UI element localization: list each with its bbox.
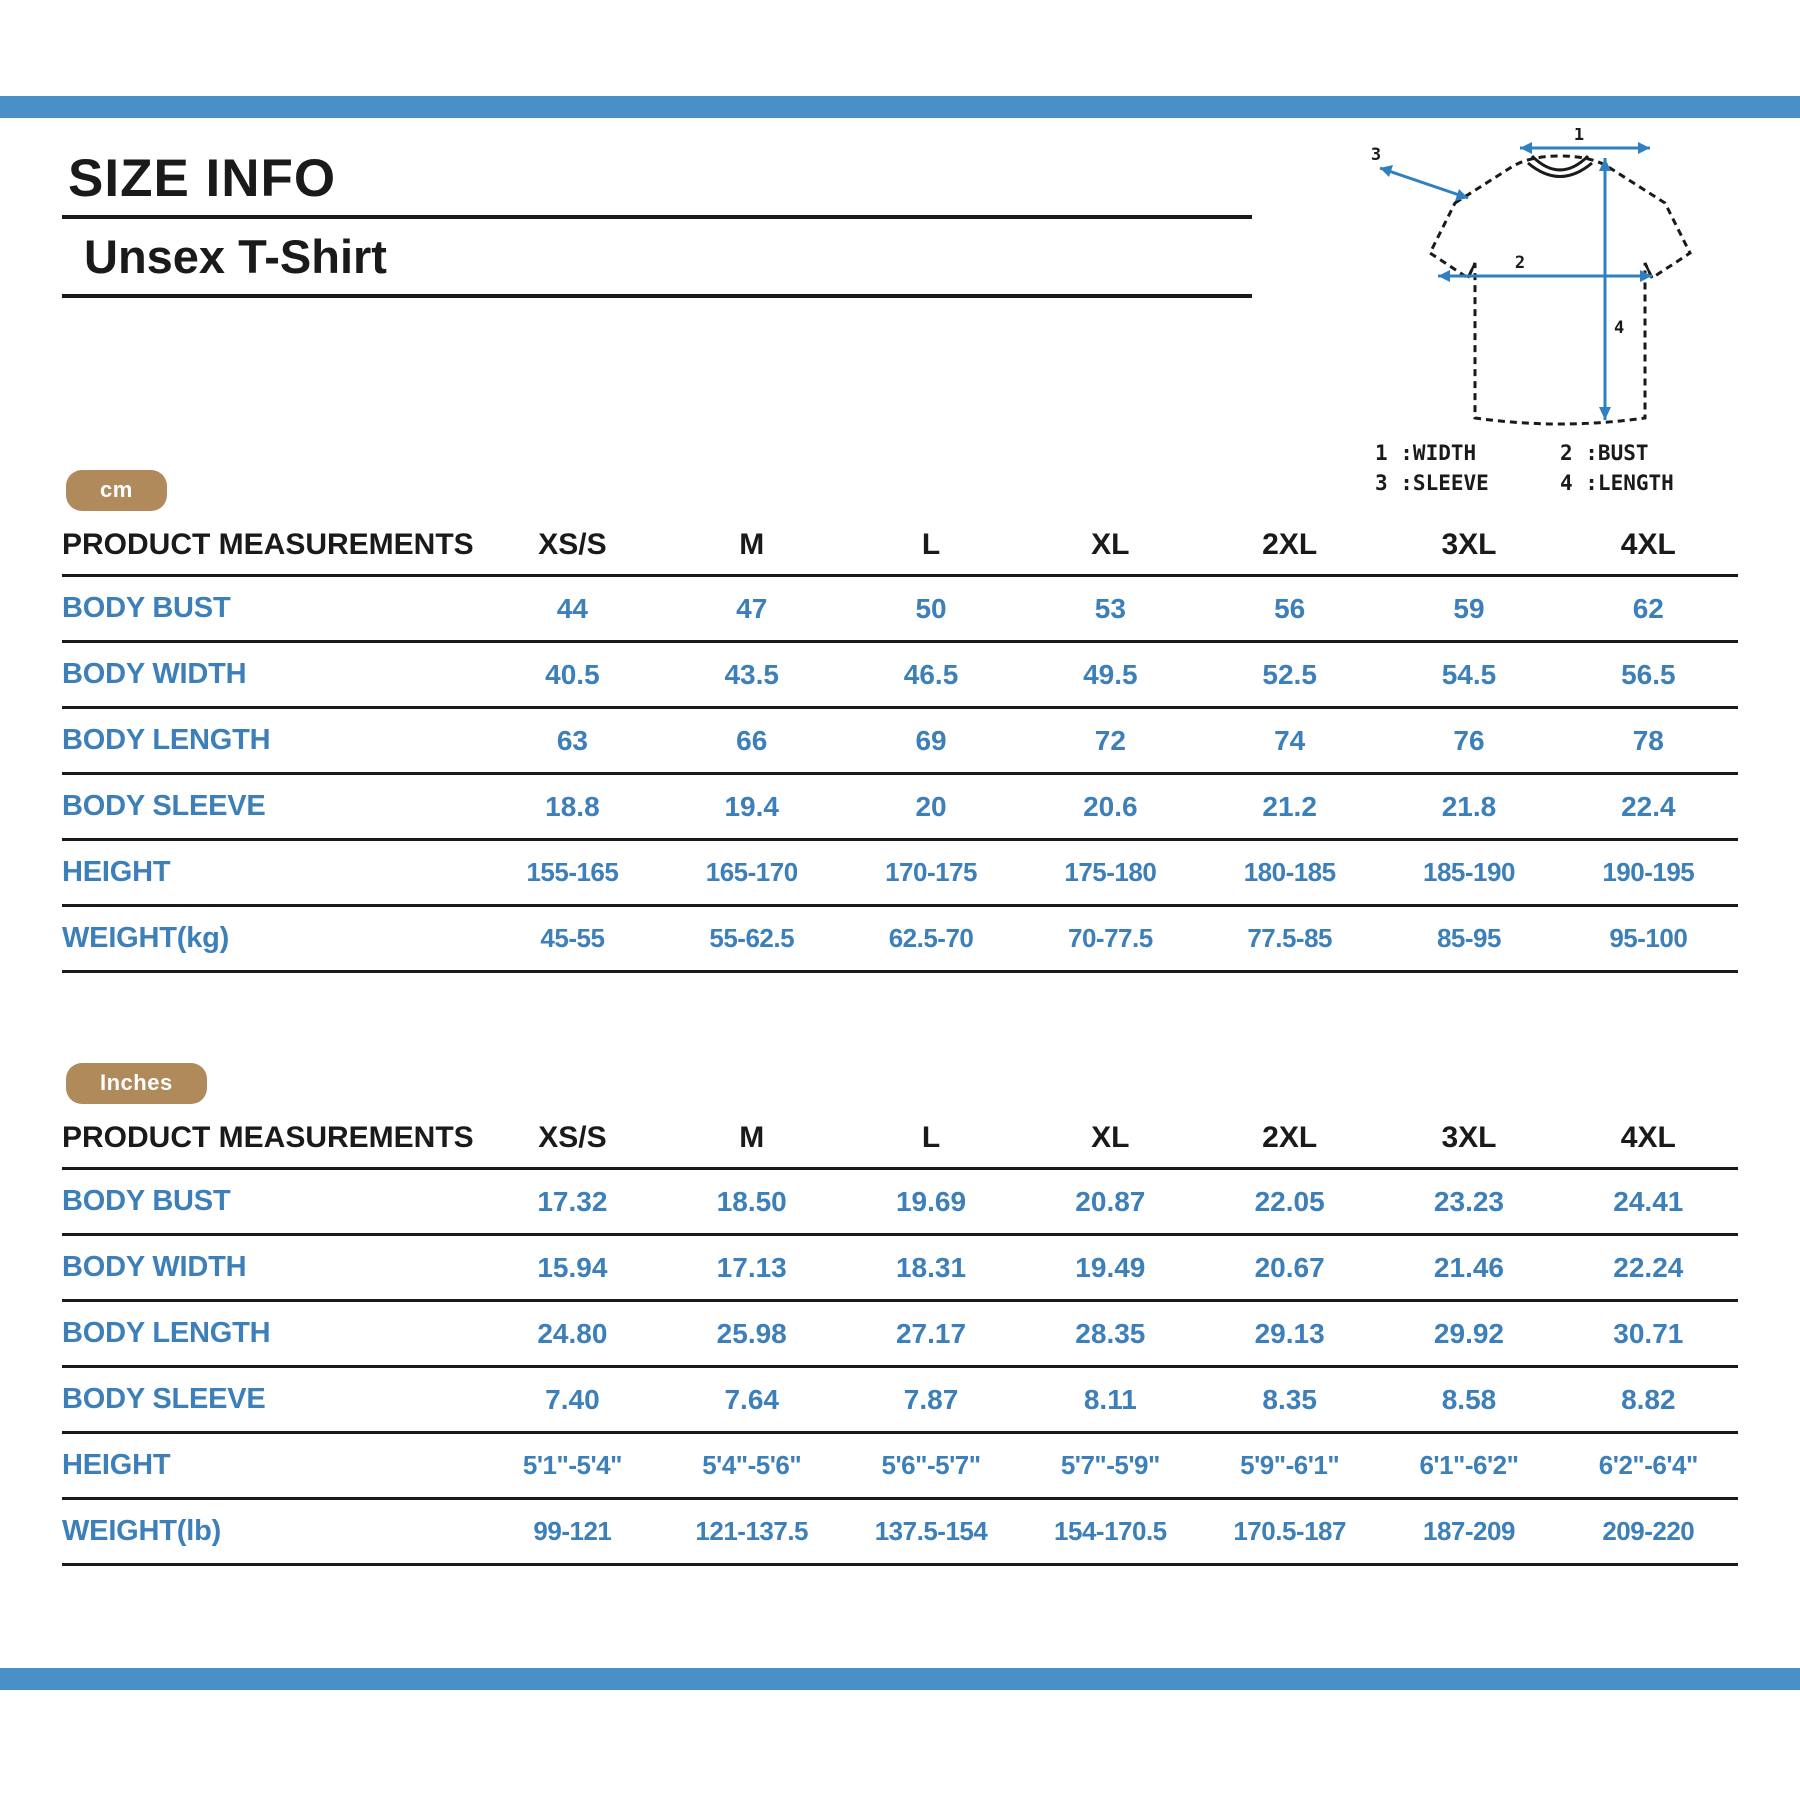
in-width-3xl: 21.46 [1379,1235,1558,1301]
cm-sleeve-xss: 18.8 [483,774,662,840]
page-subtitle: Unsex T-Shirt [84,230,387,283]
cm-length-xl: 72 [1021,708,1200,774]
in-width-l: 18.31 [841,1235,1020,1301]
cm-width-4xl: 56.5 [1559,642,1738,708]
table-row [62,1169,1738,1235]
title-divider [62,215,1252,219]
in-height-xss: 5'1"-5'4" [483,1433,662,1499]
in-sleeve-4xl: 8.82 [1559,1367,1738,1433]
cm-length-4xl: 78 [1559,708,1738,774]
cm-weight-xss: 45-55 [483,906,662,972]
cm-bust-m: 47 [662,576,841,642]
in-sleeve-xl: 8.11 [1021,1367,1200,1433]
cm-sleeve-l: 20 [841,774,1020,840]
in-size-header-xss: XS/S [483,1109,662,1169]
cm-length-l: 69 [841,708,1020,774]
in-bust-2xl: 22.05 [1200,1169,1379,1235]
table-row [62,1433,1738,1499]
in-length-3xl: 29.92 [1379,1301,1558,1367]
legend-item-sleeve: 3 :SLEEVE [1375,471,1489,496]
cm-sleeve-2xl: 21.2 [1200,774,1379,840]
cm-weight-2xl: 77.5-85 [1200,906,1379,972]
in-weight-m: 121-137.5 [662,1499,841,1565]
in-bust-3xl: 23.23 [1379,1169,1558,1235]
in-bust-l: 19.69 [841,1169,1020,1235]
cm-width-3xl: 54.5 [1379,642,1558,708]
diagram-legend [1375,438,1765,499]
in-length-m: 25.98 [662,1301,841,1367]
table-row [62,1367,1738,1433]
in-width-2xl: 20.67 [1200,1235,1379,1301]
in-sleeve-l: 7.87 [841,1367,1020,1433]
cm-row-label-body-length: BODY LENGTH [62,708,483,774]
in-size-header-xl: XL [1021,1109,1200,1169]
cm-row-label-body-sleeve: BODY SLEEVE [62,774,483,840]
table-row [62,642,1738,708]
cm-bust-3xl: 59 [1379,576,1558,642]
in-size-header-4xl: 4XL [1559,1109,1738,1169]
cm-height-l: 170-175 [841,840,1020,906]
cm-size-header-m: M [662,516,841,576]
cm-height-2xl: 180-185 [1200,840,1379,906]
legend-item-bust: 2 :BUST [1560,441,1649,465]
header-block [62,148,1262,298]
cm-sleeve-xl: 20.6 [1021,774,1200,840]
page-title: SIZE INFO [68,149,337,208]
in-weight-l: 137.5-154 [841,1499,1020,1565]
cm-weight-l: 62.5-70 [841,906,1020,972]
cm-length-2xl: 74 [1200,708,1379,774]
cm-height-m: 165-170 [662,840,841,906]
table-row [62,906,1738,972]
in-length-xl: 28.35 [1021,1301,1200,1367]
in-row-label-body-length: BODY LENGTH [62,1301,483,1367]
cm-measurements-header: PRODUCT MEASUREMENTS [62,516,483,576]
cm-row-label-body-width: BODY WIDTH [62,642,483,708]
diagram-label-bust: 2 [1514,253,1526,273]
in-width-4xl: 22.24 [1559,1235,1738,1301]
table-row [62,1301,1738,1367]
in-height-4xl: 6'2"-6'4" [1559,1433,1738,1499]
in-weight-4xl: 209-220 [1559,1499,1738,1565]
cm-length-3xl: 76 [1379,708,1558,774]
in-weight-2xl: 170.5-187 [1200,1499,1379,1565]
in-length-l: 27.17 [841,1301,1020,1367]
unit-badge-inches: Inches [66,1063,207,1104]
legend-item-length: 4 :LENGTH [1560,471,1674,496]
cm-sleeve-3xl: 21.8 [1379,774,1558,840]
cm-height-4xl: 190-195 [1559,840,1738,906]
in-weight-xl: 154-170.5 [1021,1499,1200,1565]
cm-bust-4xl: 62 [1559,576,1738,642]
in-size-header-l: L [841,1109,1020,1169]
inches-size-table [62,1109,1738,1566]
chart-content [0,118,1800,1668]
cm-row-label-body-bust: BODY BUST [62,576,483,642]
table-row [62,576,1738,642]
in-width-m: 17.13 [662,1235,841,1301]
cm-bust-2xl: 56 [1200,576,1379,642]
cm-bust-xss: 44 [483,576,662,642]
in-length-xss: 24.80 [483,1301,662,1367]
cm-row-label-weight: WEIGHT(kg) [62,906,483,972]
in-width-xl: 19.49 [1021,1235,1200,1301]
cm-length-m: 66 [662,708,841,774]
cm-size-header-2xl: 2XL [1200,516,1379,576]
cm-weight-xl: 70-77.5 [1021,906,1200,972]
unit-badge-cm: cm [66,470,167,511]
cm-width-2xl: 52.5 [1200,642,1379,708]
cm-width-xss: 40.5 [483,642,662,708]
cm-height-xl: 175-180 [1021,840,1200,906]
in-size-header-3xl: 3XL [1379,1109,1558,1169]
bottom-accent-bar [0,1668,1800,1690]
in-size-header-2xl: 2XL [1200,1109,1379,1169]
in-height-l: 5'6"-5'7" [841,1433,1020,1499]
cm-size-header-xss: XS/S [483,516,662,576]
in-sleeve-3xl: 8.58 [1379,1367,1558,1433]
legend-item-width: 1 :WIDTH [1375,441,1477,465]
in-row-label-body-width: BODY WIDTH [62,1235,483,1301]
in-sleeve-m: 7.64 [662,1367,841,1433]
cm-size-header-3xl: 3XL [1379,516,1558,576]
tshirt-diagram [1360,128,1760,488]
subtitle-divider [62,294,1252,298]
cm-weight-4xl: 95-100 [1559,906,1738,972]
table-row [62,708,1738,774]
diagram-label-width: 1 [1573,128,1585,145]
in-measurements-header: PRODUCT MEASUREMENTS [62,1109,483,1169]
cm-size-header-4xl: 4XL [1559,516,1738,576]
in-row-label-body-sleeve: BODY SLEEVE [62,1367,483,1433]
in-sleeve-xss: 7.40 [483,1367,662,1433]
cm-length-xss: 63 [483,708,662,774]
in-row-label-weight: WEIGHT(lb) [62,1499,483,1565]
cm-width-xl: 49.5 [1021,642,1200,708]
cm-size-table [62,516,1738,973]
cm-width-m: 43.5 [662,642,841,708]
table-header-row [62,1109,1738,1169]
diagram-label-length: 4 [1614,318,1625,338]
cm-sleeve-m: 19.4 [662,774,841,840]
table-row [62,1235,1738,1301]
in-weight-3xl: 187-209 [1379,1499,1558,1565]
cm-size-header-l: L [841,516,1020,576]
cm-weight-m: 55-62.5 [662,906,841,972]
in-bust-m: 18.50 [662,1169,841,1235]
cm-height-xss: 155-165 [483,840,662,906]
cm-bust-l: 50 [841,576,1020,642]
table-row [62,840,1738,906]
top-accent-bar [0,96,1800,118]
in-bust-xss: 17.32 [483,1169,662,1235]
unit-badge-inches-wrap [66,1063,207,1104]
in-weight-xss: 99-121 [483,1499,662,1565]
table-row [62,1499,1738,1565]
in-bust-4xl: 24.41 [1559,1169,1738,1235]
cm-row-label-height: HEIGHT [62,840,483,906]
in-height-3xl: 6'1"-6'2" [1379,1433,1558,1499]
in-row-label-body-bust: BODY BUST [62,1169,483,1235]
diagram-label-sleeve: 3 [1370,145,1382,165]
unit-badge-cm-wrap [66,470,167,511]
cm-bust-xl: 53 [1021,576,1200,642]
table-header-row [62,516,1738,576]
in-length-2xl: 29.13 [1200,1301,1379,1367]
in-bust-xl: 20.87 [1021,1169,1200,1235]
in-height-xl: 5'7"-5'9" [1021,1433,1200,1499]
in-height-m: 5'4"-5'6" [662,1433,841,1499]
cm-size-header-xl: XL [1021,516,1200,576]
in-row-label-height: HEIGHT [62,1433,483,1499]
cm-height-3xl: 185-190 [1379,840,1558,906]
in-size-header-m: M [662,1109,841,1169]
in-length-4xl: 30.71 [1559,1301,1738,1367]
cm-weight-3xl: 85-95 [1379,906,1558,972]
in-height-2xl: 5'9"-6'1" [1200,1433,1379,1499]
cm-sleeve-4xl: 22.4 [1559,774,1738,840]
in-sleeve-2xl: 8.35 [1200,1367,1379,1433]
cm-width-l: 46.5 [841,642,1020,708]
in-width-xss: 15.94 [483,1235,662,1301]
table-row [62,774,1738,840]
